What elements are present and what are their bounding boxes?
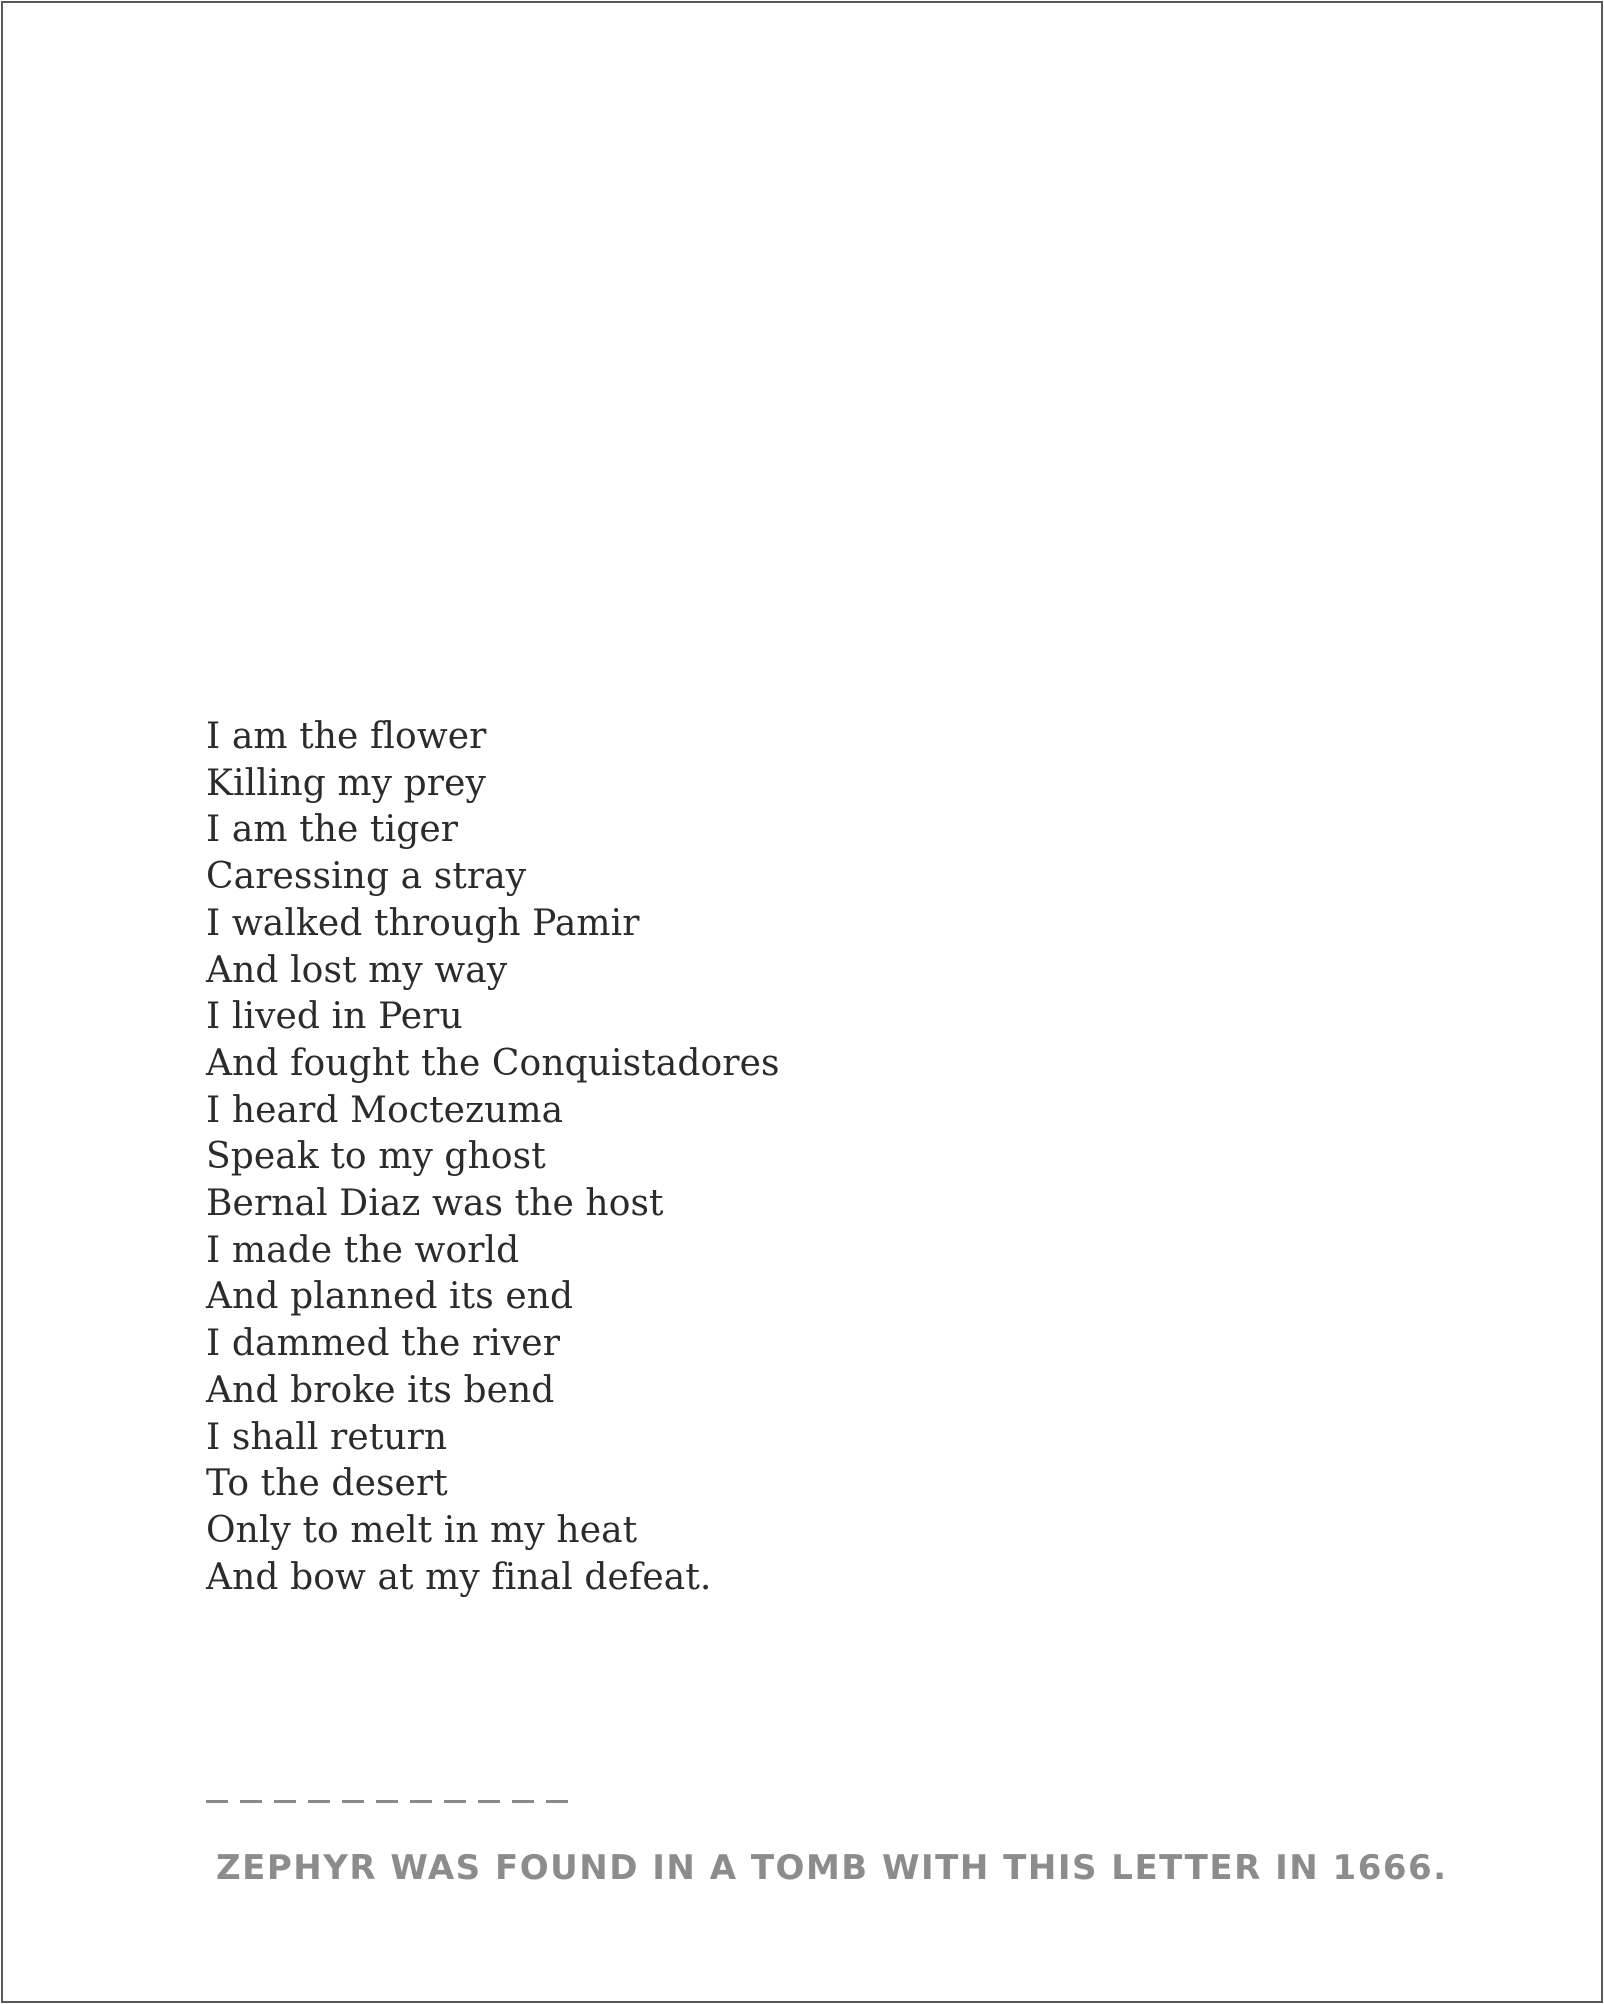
poem-line: And bow at my final defeat. [206,1556,712,1598]
divider-dash [478,1800,500,1803]
poem-line: Only to melt in my heat [206,1509,638,1551]
poem-body [206,714,1106,1601]
poem-line: To the desert [206,1463,448,1505]
poem-line: Caressing a stray [206,856,527,898]
divider-dash [342,1800,364,1803]
poem-line: And planned its end [206,1276,574,1318]
divider-dash [274,1800,296,1803]
poem-line: I lived in Peru [206,996,463,1038]
divider-dash [240,1800,262,1803]
divider-dash [546,1800,568,1803]
poem-line: And lost my way [206,949,508,991]
poem-line: I dammed the river [206,1323,561,1365]
poem-line: I am the tiger [206,809,459,851]
poem-line: I am the flower [206,716,487,757]
poem-line: I walked through Pamir [206,902,640,944]
poem-line: I heard Moctezuma [206,1089,564,1131]
poem-line: And broke its bend [206,1369,555,1411]
poem-line: Killing my prey [206,762,486,804]
poem-line: Speak to my ghost [206,1136,546,1178]
poem-line: And fought the Conquistadores [206,1042,780,1084]
divider-dash [376,1800,398,1803]
footnote-caption: ZEPHYR WAS FOUND IN A TOMB WITH THIS LETTER IN 1666. [216,1848,1448,1888]
poem-line: I shall return [206,1416,448,1458]
divider-dash [444,1800,466,1803]
divider-dash [410,1800,432,1803]
divider-dash [206,1800,228,1803]
poem-line: Bernal Diaz was the host [206,1183,664,1225]
divider-dash [308,1800,330,1803]
divider-dash [512,1800,534,1803]
dashed-divider [206,1800,568,1803]
poem-line: I made the world [206,1229,520,1271]
